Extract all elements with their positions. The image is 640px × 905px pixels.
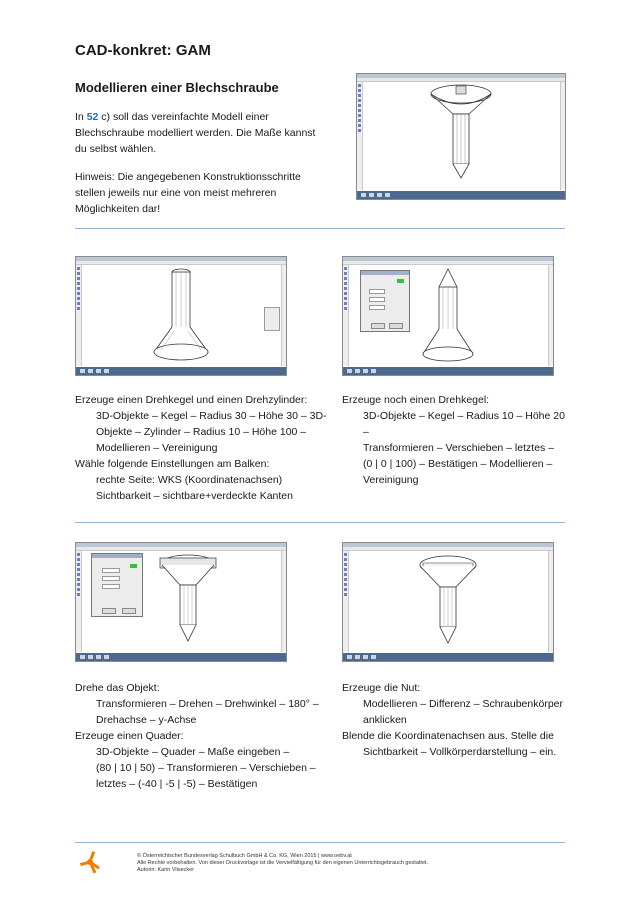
task-reference: 52 — [86, 111, 99, 123]
screw-model-drawing — [357, 74, 565, 199]
intro-line: du selbst wählen. — [75, 143, 157, 155]
step-line: 3D-Objekte – Kegel – Radius 10 – Höhe 20 – — [363, 410, 565, 438]
hint-line: stellen jeweils nur eine von meist mehreren — [75, 187, 277, 199]
step-line: Drehe das Objekt: — [75, 682, 160, 694]
step-line: 3D-Objekte – Quader – Maße eingeben – — [96, 746, 290, 758]
slotted-screw-drawing — [343, 543, 553, 661]
rotated-screw-drawing — [76, 543, 286, 661]
oebv-logo-icon — [78, 850, 102, 876]
pointed-screw-drawing — [343, 257, 553, 375]
screenshot-cone-tip — [342, 256, 554, 376]
step-line: rechte Seite: WKS (Koordinatenachsen) — [96, 474, 283, 486]
screenshot-final-screw — [356, 73, 566, 200]
step-line: Objekte – Zylinder – Radius 10 – Höhe 100 – — [96, 426, 307, 438]
document-title: CAD-konkret: GAM — [75, 42, 211, 59]
step-rotate-box-text — [75, 680, 340, 792]
step-line: Sichtbarkeit – sichtbare+verdeckte Kanten — [96, 490, 293, 502]
hint-paragraph — [75, 169, 345, 217]
step-cone-cylinder-text — [75, 392, 340, 504]
step-line: Wähle folgende Einstellungen am Balken: — [75, 458, 270, 470]
author-line: Autorin: Karin Viisecker — [137, 867, 195, 873]
intro-line: Blechschraube modelliert werden. Die Maße kannst — [75, 127, 316, 139]
step-line: Sichtbarkeit – Vollkörperdarstellung – ein. — [363, 746, 557, 758]
step-line: anklicken — [363, 714, 407, 726]
step-line: Drehachse – y-Achse — [96, 714, 197, 726]
step-cone-tip-text — [342, 392, 572, 488]
divider — [75, 522, 565, 523]
intro-line: In 52 c) soll das vereinfachte Modell einer — [75, 111, 269, 123]
step-line: Blende die Koordinatenachsen aus. Stelle die — [342, 730, 554, 742]
hint-line: Hinweis: Die angegebenen Konstruktionsschritte — [75, 171, 301, 183]
step-line: Transformieren – Verschieben – letztes – — [363, 442, 555, 454]
screenshot-rotate-box — [75, 542, 287, 662]
hint-line: Möglichkeiten dar! — [75, 203, 161, 215]
step-line: Transformieren – Drehen – Drehwinkel – 180° – — [96, 698, 319, 710]
screenshot-cone-cylinder — [75, 256, 287, 376]
step-line: (0 | 0 | 100) – Bestätigen – Modellieren – — [363, 458, 553, 470]
step-line: (80 | 10 | 50) – Transformieren – Verschieben – — [96, 762, 316, 774]
cone-cylinder-drawing — [76, 257, 286, 375]
step-line: Erzeuge einen Drehkegel und einen Drehzylinder: — [75, 394, 308, 406]
section-heading: Modellieren einer Blechschraube — [75, 80, 279, 95]
intro-paragraph — [75, 109, 345, 157]
step-line: 3D-Objekte – Kegel – Radius 30 – Höhe 30 – 3D- — [96, 410, 327, 422]
step-line: Vereinigung — [363, 474, 419, 486]
rights-line: Alle Rechte vorbehalten. Von dieser Druckvorlage ist die Vervielfältigung für den eigenen Unterrichtsgebrauch gestattet. — [137, 860, 429, 866]
divider — [75, 228, 565, 229]
step-line: Erzeuge einen Quader: — [75, 730, 184, 742]
screenshot-slot — [342, 542, 554, 662]
step-line: Modellieren – Differenz – Schraubenkörper — [363, 698, 564, 710]
copyright-line: © Österreichischer Bundesverlag Schulbuch GmbH & Co. KG, Wien 2015 | www.oebv.at — [137, 853, 352, 859]
step-line: Erzeuge noch einen Drehkegel: — [342, 394, 490, 406]
divider — [75, 842, 565, 843]
step-line: Erzeuge die Nut: — [342, 682, 421, 694]
step-line: letztes – (-40 | -5 | -5) – Bestätigen — [96, 778, 258, 790]
step-slot-text — [342, 680, 582, 760]
footer — [137, 853, 557, 874]
step-line: Modellieren – Vereinigung — [96, 442, 218, 454]
